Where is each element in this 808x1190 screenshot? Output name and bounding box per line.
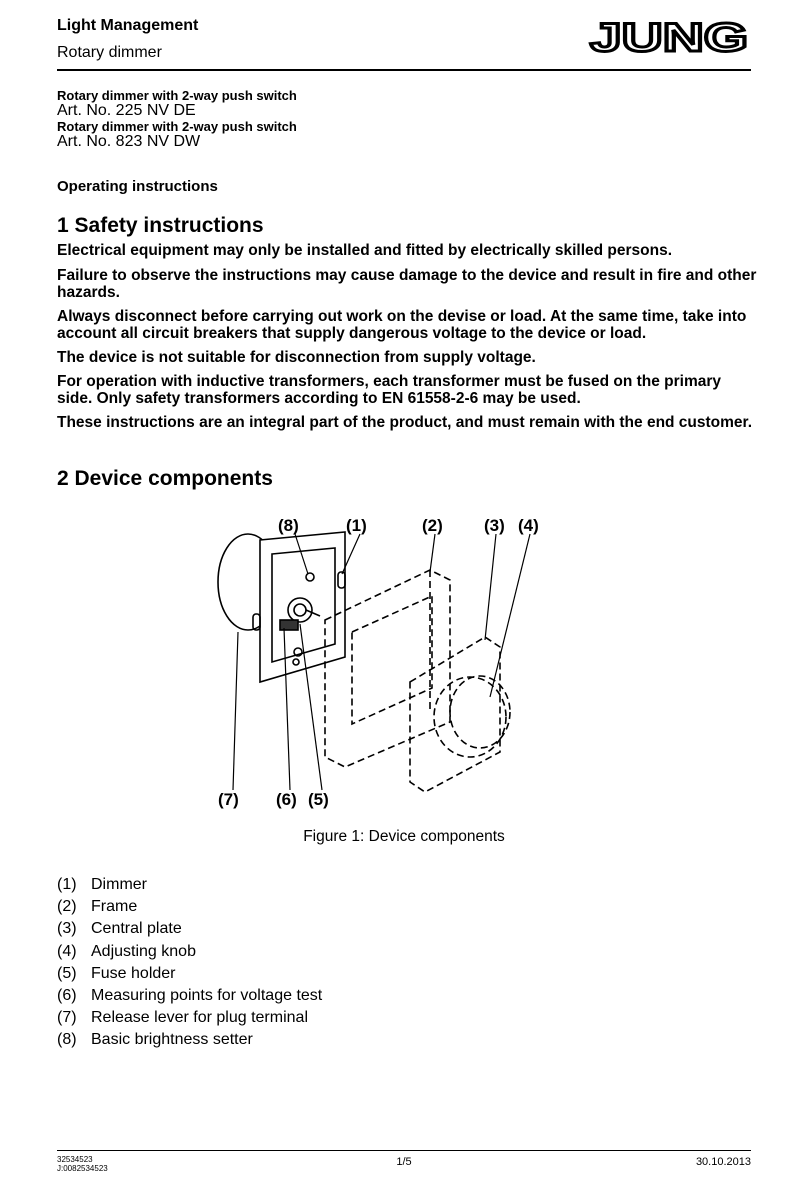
list-item-label: Fuse holder bbox=[91, 964, 176, 982]
measuring-points bbox=[280, 620, 298, 630]
list-item-label: Measuring points for voltage test bbox=[91, 986, 323, 1004]
knob-outline bbox=[434, 677, 506, 757]
figure-label-7: (7) bbox=[218, 790, 239, 809]
list-item-label: Basic brightness setter bbox=[91, 1031, 253, 1049]
safety-paragraph-3: Always disconnect before carrying out work on the devise or load. At the same time, take into account all circuit breakers that supply dangerous voltage to the device or load. bbox=[57, 308, 747, 342]
figure-label-3: (3) bbox=[484, 516, 505, 535]
safety-paragraph-6: These instructions are an integral part of the product, and must remain with the end customer. bbox=[57, 414, 753, 431]
list-item-number: (8) bbox=[57, 1031, 77, 1049]
product-name-2: Rotary dimmer with 2-way push switch bbox=[57, 119, 297, 134]
figure-label-4: (4) bbox=[518, 516, 539, 535]
footer-doc-number-2: J:0082534523 bbox=[57, 1164, 108, 1173]
list-item-label: Central plate bbox=[91, 920, 182, 938]
central-plate-outline bbox=[410, 637, 500, 792]
list-item-label: Frame bbox=[91, 898, 138, 916]
list-item-number: (4) bbox=[57, 942, 77, 960]
figure-label-6: (6) bbox=[276, 790, 297, 809]
article-number-1: Art. No. 225 NV DE bbox=[57, 102, 196, 119]
footer-doc-number-1: 32534523 bbox=[57, 1155, 93, 1164]
operating-instructions-label: Operating instructions bbox=[57, 178, 218, 195]
list-item bbox=[57, 963, 322, 985]
list-item bbox=[57, 941, 322, 963]
product-name-1: Rotary dimmer with 2-way push switch bbox=[57, 88, 297, 103]
footer-date: 30.10.2013 bbox=[695, 1156, 751, 1168]
jung-logo bbox=[588, 18, 751, 56]
logo-text: JUNG bbox=[590, 18, 748, 56]
list-item bbox=[57, 918, 322, 940]
list-item-label: Dimmer bbox=[91, 876, 147, 893]
safety-paragraph-1: Electrical equipment may only be installed and fitted by electrically skilled persons. bbox=[57, 242, 673, 259]
safety-paragraph-4: The device is not suitable for disconnection from supply voltage. bbox=[57, 349, 536, 366]
header-subtitle: Rotary dimmer bbox=[57, 44, 162, 61]
figure-label-2: (2) bbox=[422, 516, 443, 535]
list-item-label: Adjusting knob bbox=[91, 942, 196, 960]
list-item-label: Release lever for plug terminal bbox=[91, 1009, 308, 1027]
list-item bbox=[57, 985, 322, 1007]
article-number-2: Art. No. 823 NV DW bbox=[57, 133, 201, 150]
list-item-number: (1) bbox=[57, 876, 77, 893]
list-item bbox=[57, 1007, 322, 1029]
figure-label-1: (1) bbox=[346, 516, 367, 535]
figure-caption: Figure 1: Device components bbox=[303, 828, 505, 845]
figure-label-5: (5) bbox=[308, 790, 329, 809]
figure-label-8: (8) bbox=[278, 516, 299, 535]
component-list bbox=[57, 874, 322, 1052]
list-item-number: (7) bbox=[57, 1009, 77, 1027]
footer-page-number: 1/5 bbox=[396, 1156, 412, 1168]
list-item-number: (5) bbox=[57, 964, 77, 982]
list-item bbox=[57, 874, 322, 896]
list-item-number: (3) bbox=[57, 920, 77, 938]
list-item-number: (6) bbox=[57, 986, 77, 1004]
footer-rule bbox=[57, 1150, 751, 1151]
frame-inner bbox=[352, 596, 432, 724]
components-heading: 2 Device components bbox=[57, 467, 273, 490]
safety-paragraph-2: Failure to observe the instructions may cause damage to the device and result in fire and other hazards. bbox=[57, 267, 757, 301]
device-components-figure bbox=[200, 512, 560, 812]
header-title: Light Management bbox=[57, 17, 199, 34]
list-item-number: (2) bbox=[57, 898, 77, 916]
safety-heading: 1 Safety instructions bbox=[57, 214, 264, 237]
header-rule bbox=[57, 69, 751, 71]
safety-paragraph-5: For operation with inductive transformers, each transformer must be fused on the primary side. Only safety transformers according to EN 61558-2-6 may be used. bbox=[57, 373, 722, 407]
list-item bbox=[57, 896, 322, 918]
list-item bbox=[57, 1029, 322, 1051]
